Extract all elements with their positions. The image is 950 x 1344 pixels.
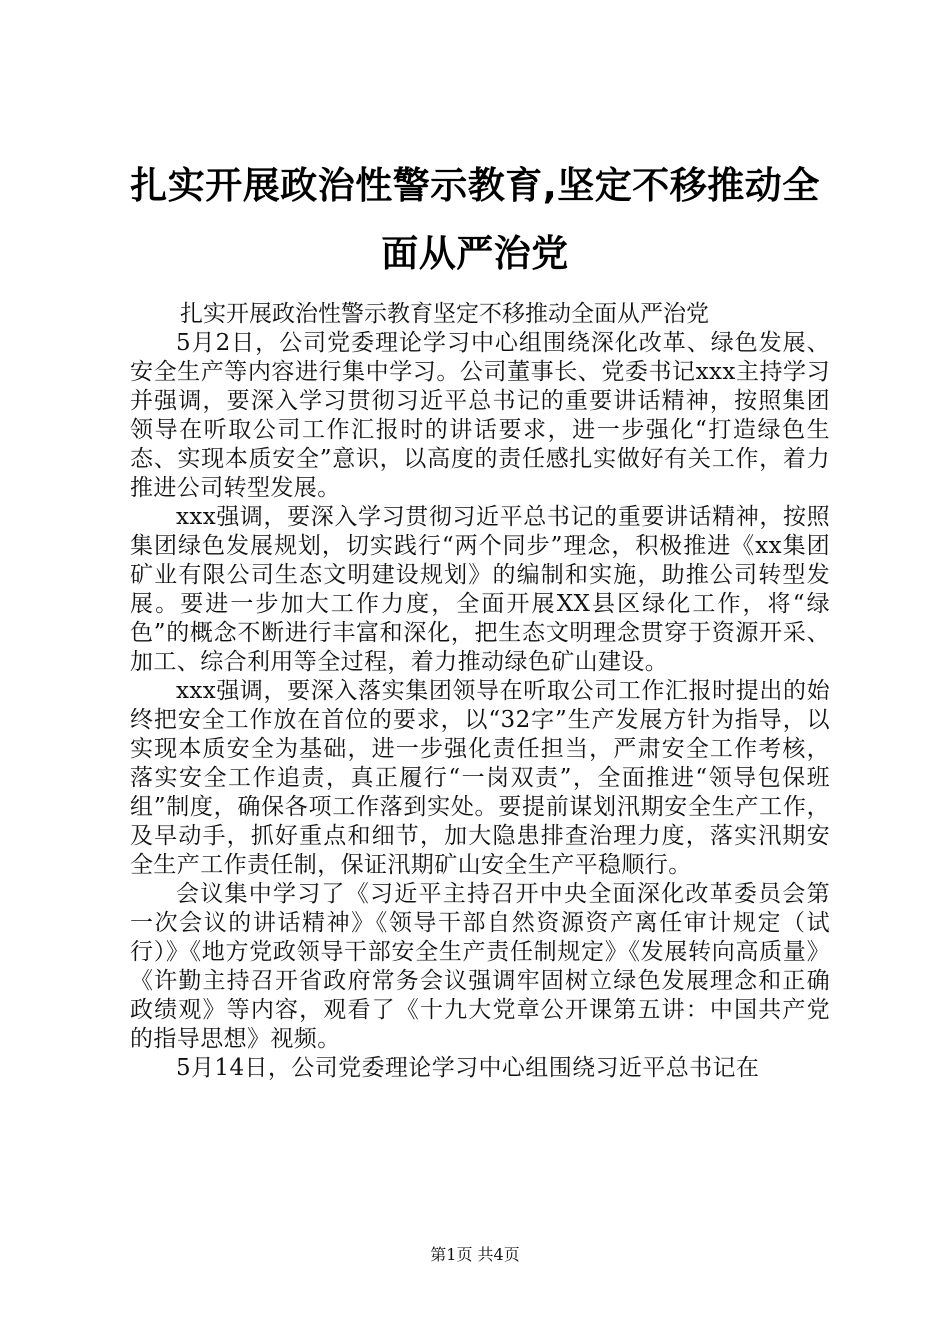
paragraph: xxx强调，要深入落实集团领导在听取公司工作汇报时提出的始终把安全工作放在首位的要求，以“32字”生产发展方针为指导，以实现本质安全为基础，进一步强化责任担当，严肃安全工作考核，落实安全工作追责，真正履行“一岗双责”，全面推进“领导包保班组”制度，确保各项工作落到实处。要提前谋划汛期安全生产工作，及早动手，抓好重点和细节，加大隐患排查治理力度，落实汛期安全生产工作责任制，保证汛期矿山安全生产平稳顺行。 [130,678,830,878]
paragraph: xxx强调，要深入学习贯彻习近平总书记的重要讲话精神，按照集团绿色发展规划，切实践行“两个同步”理念，积极推进《xx集团矿业有限公司生态文明建设规划》的编制和实施，助推公司转型发展。要进一步加大工作力度，全面开展XX县区绿化工作，将“绿色”的概念不断进行丰富和深化，把生态文明理念贯穿于资源开采、加工、综合利用等全过程，着力推动绿色矿山建设。 [130,504,830,675]
document-body [130,329,830,1083]
paragraph: 5月14日，公司党委理论学习中心组围绕习近平总书记在 [176,1055,760,1081]
paragraph: 会议集中学习了《习近平主持召开中央全面深化改革委员会第一次会议的讲话精神》《领导干部自然资源资产离任审计规定（试行）》《地方党政领导干部安全生产责任制规定》《发展转向高质量》《许勤主持召开省政府常务会议强调牢固树立绿色发展理念和正确政绩观》等内容，观看了《十九大党章公开课第五讲：中国共产党的指导思想》视频。 [130,881,830,1052]
document-subtitle: 扎实开展政治性警示教育坚定不移推动全面从严治党 [180,301,709,327]
page-indicator: 第1页 共4页 [430,1245,520,1264]
paragraph: 5月2日，公司党委理论学习中心组围绕深化改革、绿色发展、安全生产等内容进行集中学习。公司董事长、党委书记xxx主持学习并强调，要深入学习贯彻习近平总书记的重要讲话精神，按照集团领导在听取公司工作汇报时的讲话要求，进一步强化“打造绿色生态、实现本质安全”意识，以高度的责任感扎实做好有关工作，着力推进公司转型发展。 [130,330,830,501]
document-title: 扎实开展政治性警示教育,坚定不移推动全面从严治党 [130,164,820,275]
